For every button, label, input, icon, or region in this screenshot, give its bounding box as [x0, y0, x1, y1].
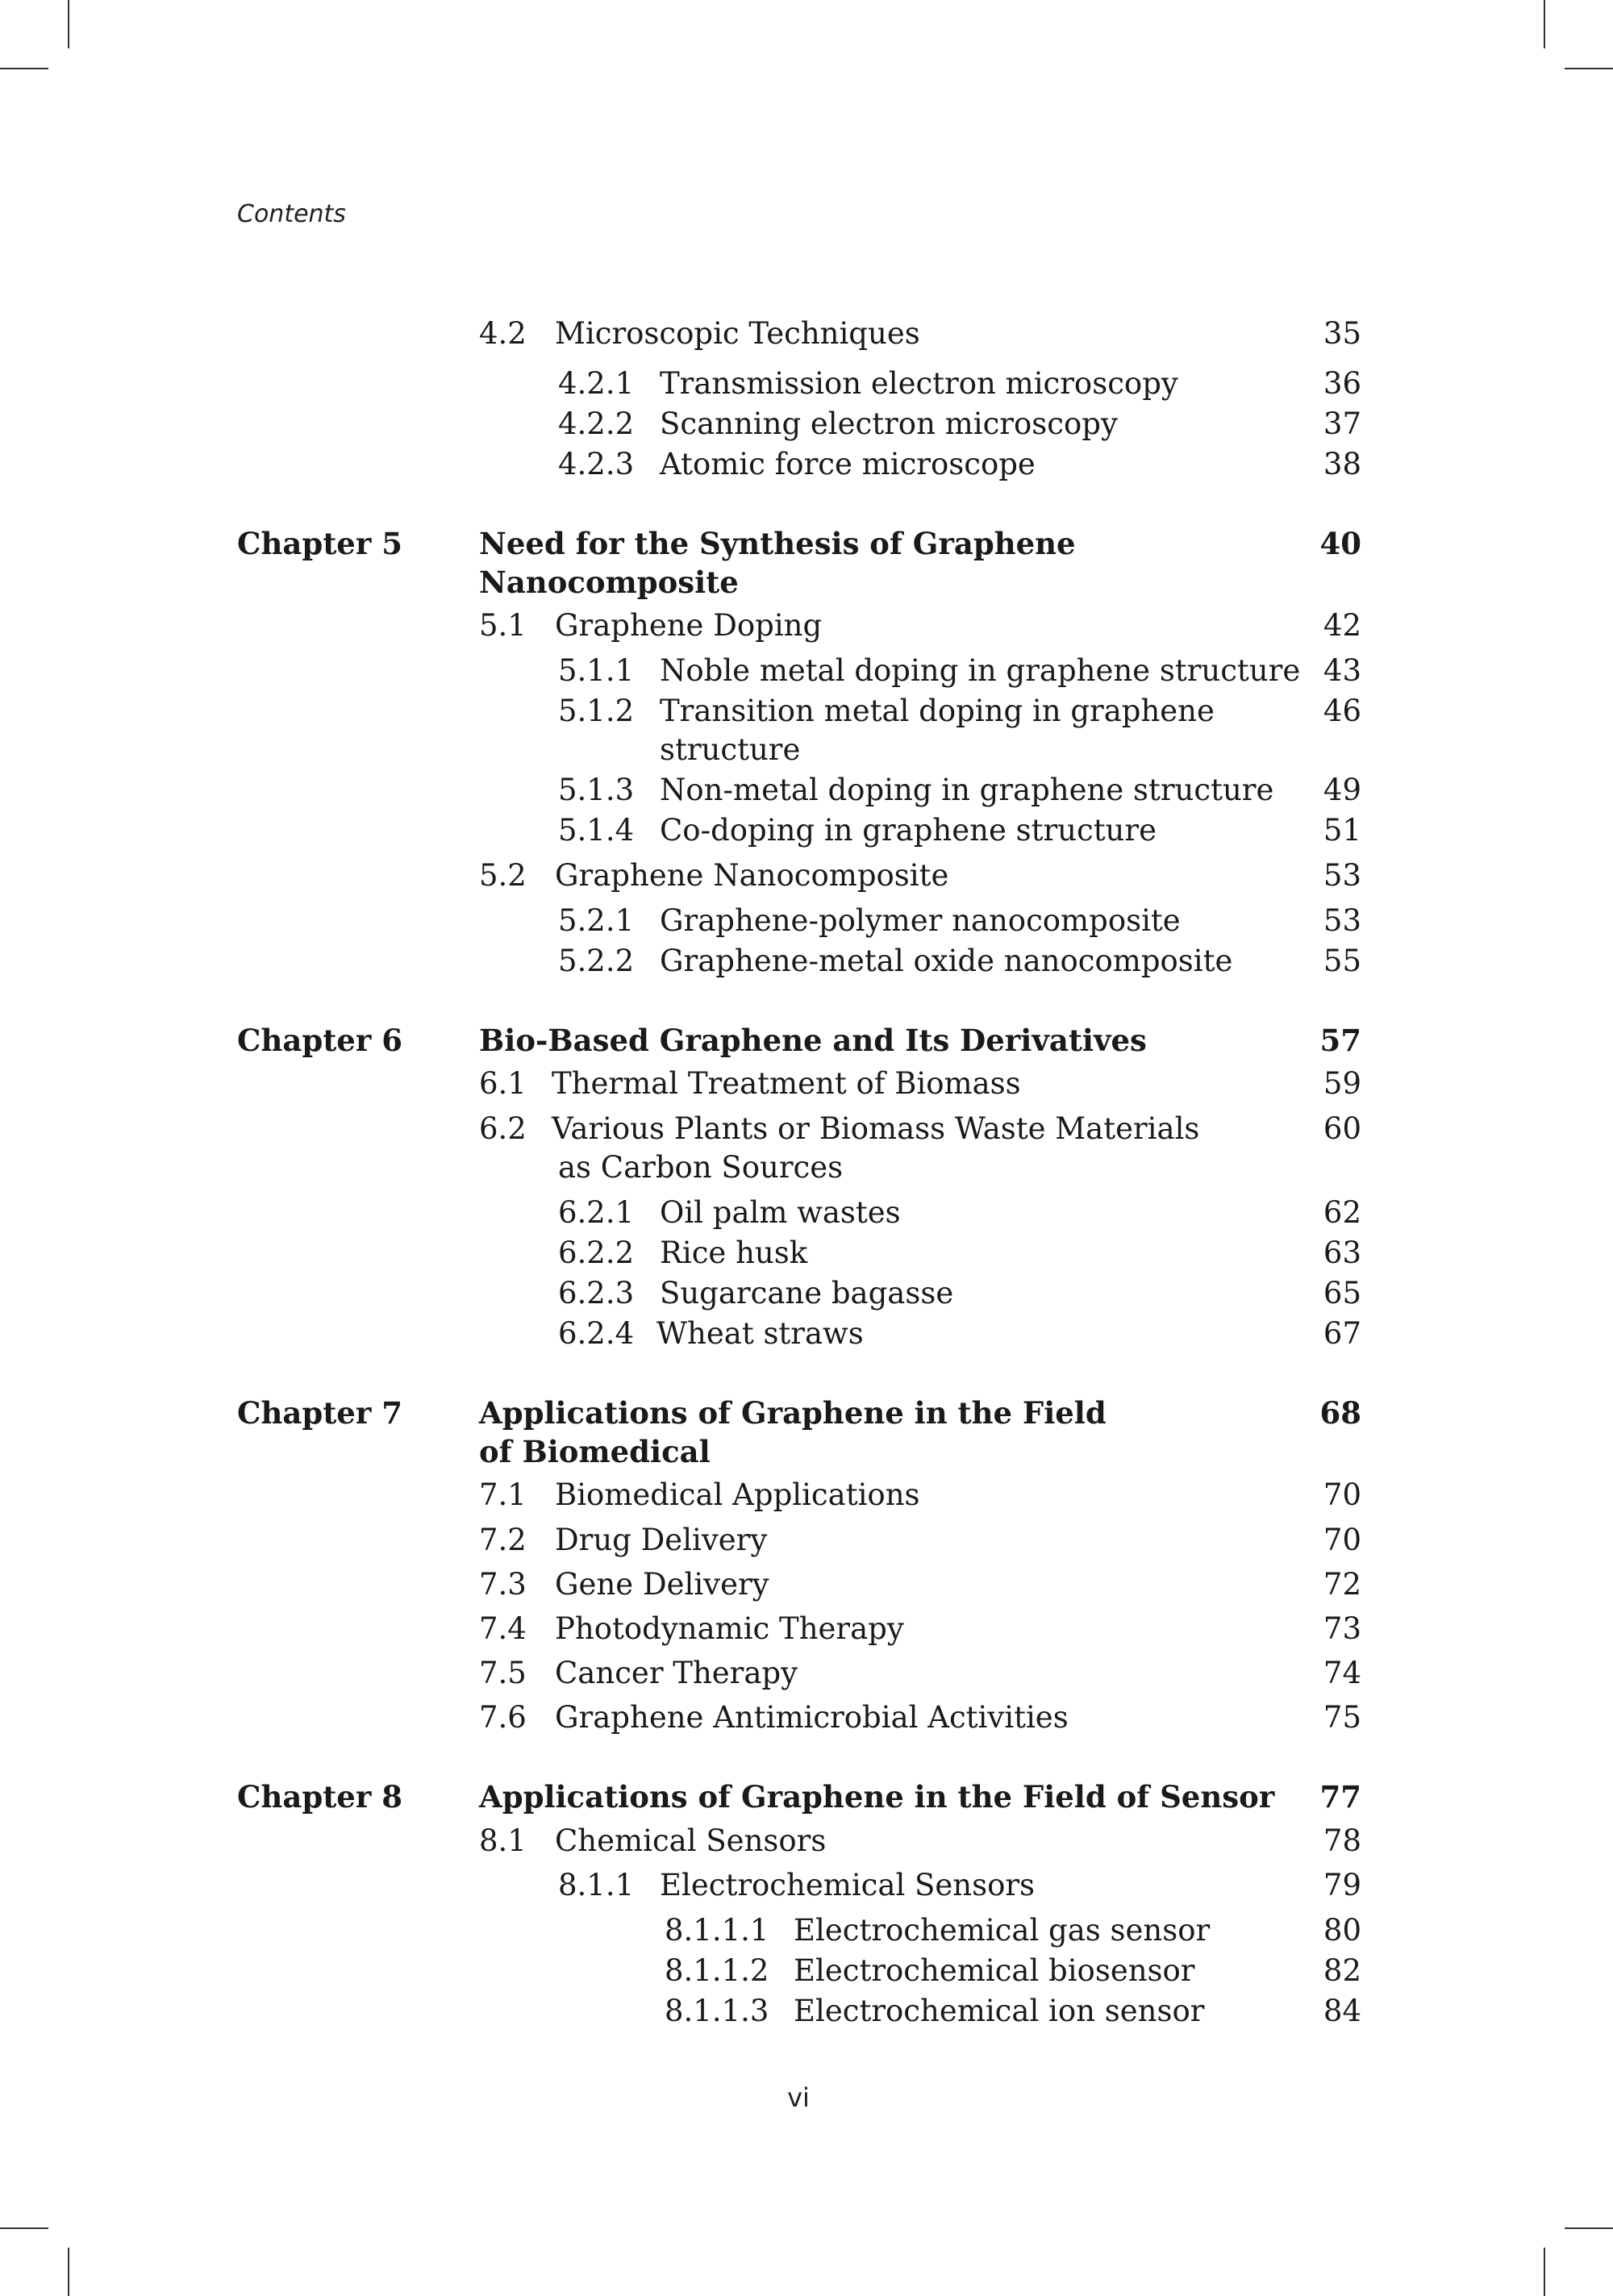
page-number: 38 [1323, 447, 1361, 481]
chapter-title: Applications of Graphene in the Field of Sensor [479, 1779, 1275, 1815]
page-number: 67 [1323, 1316, 1361, 1351]
section-number: 7.6 [479, 1700, 527, 1735]
section-title: Graphene Doping [555, 608, 823, 643]
page-number: 57 [1319, 1023, 1361, 1058]
page-number: 60 [1323, 1111, 1361, 1146]
section-title: Sugarcane bagasse [660, 1276, 954, 1311]
section-number: 6.2.3 [558, 1276, 635, 1311]
section-number: 8.1.1.3 [665, 1994, 769, 2028]
page-folio: vi [787, 2082, 810, 2113]
section-title: Graphene-polymer nanocomposite [660, 903, 1181, 938]
chapter-title: Bio-Based Graphene and Its Derivatives [479, 1023, 1147, 1058]
section-title: Wheat straws [656, 1316, 864, 1351]
page-number: 78 [1323, 1823, 1361, 1858]
section-number: 8.1 [479, 1823, 527, 1858]
section-number: 7.5 [479, 1656, 527, 1690]
section-title: Electrochemical biosensor [794, 1953, 1195, 1988]
page-number: 65 [1323, 1276, 1361, 1311]
section-title: Electrochemical gas sensor [794, 1913, 1211, 1948]
section-number: 4.2.3 [558, 447, 635, 481]
section-number: 7.1 [479, 1477, 527, 1512]
section-number: 6.2.1 [558, 1195, 635, 1230]
section-number: 4.2 [479, 316, 527, 351]
page-number: 55 [1323, 944, 1361, 978]
page-number: 62 [1323, 1195, 1361, 1230]
page-number: 68 [1319, 1395, 1361, 1431]
section-title: Noble metal doping in graphene structure [660, 653, 1301, 688]
chapter-label: Chapter 8 [237, 1779, 402, 1815]
section-title: Electrochemical Sensors [660, 1868, 1036, 1902]
page-number: 53 [1323, 858, 1361, 893]
page-number: 35 [1323, 316, 1361, 351]
page-number: 79 [1323, 1868, 1361, 1902]
section-title: Graphene Antimicrobial Activities [555, 1700, 1069, 1735]
section-number: 6.2.4 [558, 1316, 635, 1351]
chapter-label: Chapter 7 [237, 1395, 402, 1431]
section-title: Biomedical Applications [555, 1477, 920, 1512]
chapter-label: Chapter 5 [237, 526, 402, 561]
chapter-title: Applications of Graphene in the Field [479, 1395, 1107, 1431]
page-number: 63 [1323, 1236, 1361, 1270]
page-number: 46 [1323, 694, 1361, 728]
chapter-title: Need for the Synthesis of Graphene [479, 526, 1076, 561]
page-number: 59 [1323, 1066, 1361, 1101]
section-number: 5.2.2 [558, 944, 635, 978]
section-title: Microscopic Techniques [555, 316, 920, 351]
page-number: 36 [1323, 366, 1361, 401]
running-head: Contents [237, 200, 346, 228]
page-number: 74 [1323, 1656, 1361, 1690]
page-number: 77 [1319, 1779, 1361, 1815]
page-number: 73 [1323, 1611, 1361, 1646]
page-number: 75 [1323, 1700, 1361, 1735]
page-number: 80 [1323, 1913, 1361, 1948]
section-title: Co-doping in graphene structure [660, 813, 1157, 848]
section-title: Non-metal doping in graphene structure [660, 773, 1274, 807]
section-number: 8.1.1.1 [665, 1913, 769, 1948]
section-title: as Carbon Sources [558, 1150, 844, 1185]
section-title: Atomic force microscope [660, 447, 1036, 481]
section-number: 5.1.1 [558, 653, 635, 688]
section-title: Thermal Treatment of Biomass [552, 1066, 1021, 1101]
section-title: Graphene-metal oxide nanocomposite [660, 944, 1233, 978]
chapter-label: Chapter 6 [237, 1023, 402, 1058]
section-number: 7.2 [479, 1523, 527, 1557]
section-number: 6.2.2 [558, 1236, 635, 1270]
section-number: 5.2 [479, 858, 527, 893]
section-title: Various Plants or Biomass Waste Materials [552, 1111, 1200, 1146]
section-title: Drug Delivery [555, 1523, 768, 1557]
section-title: Oil palm wastes [660, 1195, 901, 1230]
section-title: Graphene Nanocomposite [555, 858, 949, 893]
page-number: 82 [1323, 1953, 1361, 1988]
page-number: 51 [1323, 813, 1361, 848]
section-title: Rice husk [660, 1236, 808, 1270]
section-number: 5.2.1 [558, 903, 635, 938]
page-number: 84 [1323, 1994, 1361, 2028]
section-title: Gene Delivery [555, 1567, 769, 1602]
page-number: 72 [1323, 1567, 1361, 1602]
page-number: 53 [1323, 903, 1361, 938]
section-title: Electrochemical ion sensor [794, 1994, 1205, 2028]
section-title: Transmission electron microscopy [660, 366, 1178, 401]
chapter-title: Nanocomposite [479, 565, 739, 600]
page-number: 37 [1323, 406, 1361, 441]
chapter-title: of Biomedical [479, 1434, 711, 1469]
section-number: 5.1.2 [558, 694, 635, 728]
section-number: 5.1 [479, 608, 527, 643]
section-number: 5.1.3 [558, 773, 635, 807]
section-number: 5.1.4 [558, 813, 635, 848]
page-number: 70 [1323, 1523, 1361, 1557]
section-number: 6.1 [479, 1066, 527, 1101]
page-number: 40 [1319, 526, 1361, 561]
section-number: 7.4 [479, 1611, 527, 1646]
section-number: 8.1.1.2 [665, 1953, 769, 1988]
section-number: 4.2.2 [558, 406, 635, 441]
section-title: structure [660, 732, 801, 767]
page-number: 70 [1323, 1477, 1361, 1512]
page-number: 43 [1323, 653, 1361, 688]
page-number: 49 [1323, 773, 1361, 807]
section-number: 8.1.1 [558, 1868, 635, 1902]
section-number: 4.2.1 [558, 366, 635, 401]
section-title: Transition metal doping in graphene [660, 694, 1215, 728]
page-number: 42 [1323, 608, 1361, 643]
section-number: 7.3 [479, 1567, 527, 1602]
section-title: Cancer Therapy [555, 1656, 798, 1690]
section-number: 6.2 [479, 1111, 527, 1146]
section-title: Scanning electron microscopy [660, 406, 1118, 441]
section-title: Chemical Sensors [555, 1823, 827, 1858]
section-title: Photodynamic Therapy [555, 1611, 904, 1646]
